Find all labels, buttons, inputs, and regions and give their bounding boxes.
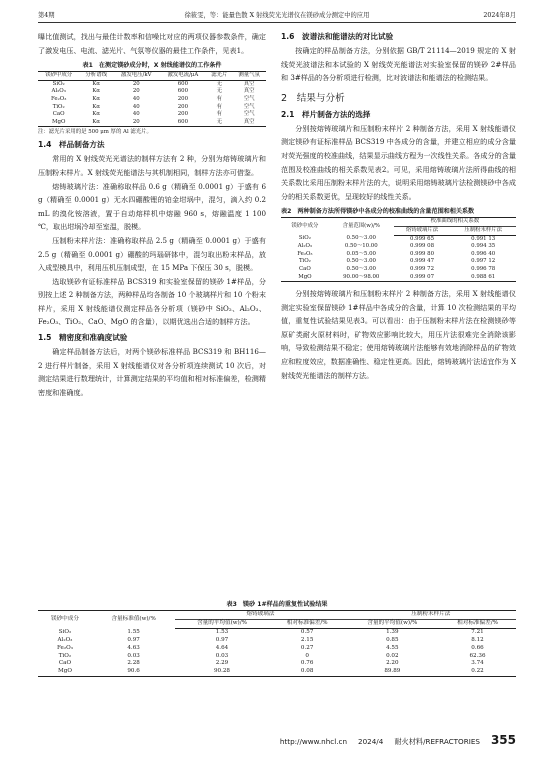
table-cell: 0.85	[386, 636, 399, 643]
table-cell: 0.999 65	[410, 235, 435, 242]
table-cell: 0.999 47	[410, 258, 435, 265]
table-cell: 40	[132, 111, 140, 118]
table-cell: Kα	[92, 88, 101, 95]
table-cell: 2.20	[386, 660, 399, 667]
footer-url[interactable]: http://www.nhcl.cn	[279, 737, 348, 746]
table-row	[281, 274, 516, 282]
table-cell: 7.21	[471, 628, 484, 635]
table-cell: MgO	[51, 118, 66, 125]
table1	[38, 71, 266, 127]
table-cell: 有	[216, 103, 222, 110]
table-row	[281, 266, 516, 274]
table3-header-fused-group: 熔铸玻璃法	[175, 611, 345, 620]
table-cell: SiO₂	[52, 80, 65, 87]
table-cell: 有	[216, 111, 222, 118]
table3-header-pressed-rsd: 相对标准偏差/%	[439, 619, 516, 628]
table-cell: 1.55	[127, 628, 140, 635]
table-cell: Al₂O₃	[297, 243, 313, 250]
table-row	[38, 628, 516, 636]
table-cell: 0.999 08	[410, 243, 435, 250]
table-cell: MgO	[58, 668, 72, 675]
table-cell: Kα	[92, 95, 101, 102]
table-row	[38, 668, 516, 676]
table-cell: 0.996 40	[471, 250, 496, 257]
table-cell: 0.22	[471, 668, 484, 675]
table3-block	[38, 596, 516, 677]
table-cell: 200	[177, 111, 189, 118]
table1-note: 注：滤光片采用的是 500 μm 厚的 Al 滤光片。	[38, 129, 152, 136]
table-cell: 0.27	[300, 644, 314, 651]
table-row	[38, 637, 516, 645]
table-cell: CaO	[58, 660, 72, 667]
running-footer	[232, 733, 516, 749]
table3-header-fused-avg: 含量的平均值(w)/%	[175, 619, 268, 628]
table-row	[281, 243, 516, 251]
table-row	[281, 258, 516, 266]
table-cell: 0.991 13	[471, 235, 496, 242]
table3-header-component: 镁砂中成分	[50, 615, 79, 622]
table-cell: 真空	[243, 118, 255, 125]
table-row	[38, 88, 266, 96]
table-cell: Al₂O₃	[51, 88, 66, 95]
table-row	[38, 111, 266, 119]
section-1-4-title: 1.4 样品制备方法	[38, 140, 105, 150]
table1-header-cell: 激发电压/kV	[113, 72, 159, 81]
table1-header-cell: 测量气氛	[232, 72, 266, 81]
table-cell: 0.50～3.00	[346, 265, 376, 272]
table-cell: 0.97	[127, 636, 140, 643]
table-cell: 200	[177, 103, 189, 110]
table-cell: TiO₂	[52, 103, 65, 110]
table-cell: 3.74	[471, 660, 484, 667]
table-cell: 4.55	[386, 644, 399, 651]
table1-caption: 表1 在测定镁砂成分时，X 射线能谱仪的工作条件	[82, 62, 222, 70]
table-cell: 0.02	[386, 652, 399, 659]
table-cell: 2.29	[215, 660, 229, 667]
table-cell: Kα	[92, 103, 101, 110]
table-cell: 0.08	[300, 668, 314, 675]
table-cell: 20	[132, 118, 140, 125]
section-2-1-title: 2.1 样片制备方法的选择	[281, 109, 371, 119]
table-cell: 20	[132, 80, 140, 87]
table-cell: 62.36	[469, 652, 486, 659]
table-cell: MgO	[298, 273, 312, 280]
left-column	[38, 30, 266, 399]
table-cell: 0.05～5.00	[346, 250, 376, 257]
table-cell: 20	[132, 88, 140, 95]
table-cell: 0.66	[471, 644, 484, 651]
table-cell: 2.15	[300, 636, 314, 643]
table-cell: SiO₂	[58, 628, 72, 635]
table-row	[281, 235, 516, 243]
table1-header-cell: 滤光片	[206, 72, 232, 81]
table-cell: 0.50～10.00	[344, 243, 378, 250]
table-cell: Fe₂O₃	[297, 250, 313, 257]
table-cell: 4.64	[215, 644, 229, 651]
table-cell: 0.999 80	[410, 250, 435, 257]
table-row	[38, 653, 516, 661]
right-column	[281, 30, 516, 382]
header-date: 2024年8月	[483, 12, 516, 19]
table-cell: 0.03	[215, 652, 229, 659]
table-cell: 无	[216, 80, 222, 87]
table-cell: 0.50～3.00	[346, 258, 376, 265]
table2-caption: 表2 两种制备方法所得镁砂中各成分的校准曲线的含量范围和相关系数	[281, 208, 475, 216]
table-cell: 真空	[243, 88, 255, 95]
table-cell: Kα	[92, 111, 101, 118]
table3-caption: 表3 镁砂 1#样品的重复性试验结果	[226, 601, 328, 608]
table-cell: 90.28	[213, 668, 230, 675]
table3-header-pressed-group: 压制粉末样片法	[346, 611, 516, 620]
section-1-5-title: 1.5 精密度和准确度试验	[38, 333, 128, 343]
table2-header-fused: 熔铸玻璃片法	[394, 226, 451, 235]
table3-header-std: 含量标准值(w)/%	[111, 615, 156, 622]
table-cell: 0.996 78	[471, 265, 496, 272]
table-row	[38, 104, 266, 112]
section-2-1-paragraph-2: 分别按熔铸玻璃片和压制粉末样片 2 种制备方法，采用 X 射线能谱仪测定实验室保留镁砂 1#样品中各成分的含量，计算 10 次检测结果的平均值，重复性试验结果见表3。可以看出：由于压制粉末样片法在检测镁砂等原矿类耐火原材料时，矿物效应影响比较大，用压片法很难完全消除该影响，导致检测结果不稳定；使用熔铸玻璃片法能够有效地消除样品的矿物效应和粒度效应，数据准确性、稳定性更高。因此，熔铸玻璃片法适宜作为 X 射线荧光能谱法的制样方法。	[281, 289, 516, 380]
table-cell: 89.89	[384, 668, 401, 675]
table-cell: Fe₂O₃	[50, 95, 67, 102]
table-cell: 0.50～3.00	[346, 235, 376, 242]
table-cell: TiO₂	[58, 652, 72, 659]
table2-header-pressed: 压制粉末样片法	[450, 226, 516, 235]
table-cell: 1.53	[215, 628, 229, 635]
table2-header-group: 校准曲线的相关系数	[394, 218, 516, 227]
section-1-4-paragraph-2: 熔铸玻璃片法：准确称取样品 0.6 g（精确至 0.0001 g）于盛有 6 g（精确至 0.0001 g）无水四硼酸锂的铂金坩埚中，混匀，滴入约 0.2 mL 的溴化铵溶液，置于自动熔样机中熔融 960 s，熔融温度 1 100 ℃，取出坩埚冷却至室温，脱模。	[38, 181, 266, 232]
table-cell: Kα	[92, 118, 101, 125]
table-cell: 空气	[243, 95, 255, 102]
table-cell: 0.999 07	[410, 273, 435, 280]
table1-header-cell: 激发电流/μA	[160, 72, 207, 81]
table-cell: TiO₂	[298, 258, 311, 265]
table-cell: 8.12	[471, 636, 484, 643]
table-cell: 无	[216, 88, 222, 95]
table2-header-range: 含量范围(w)/%	[342, 222, 380, 229]
table-cell: CaO	[52, 111, 65, 118]
table-cell: 40	[132, 103, 140, 110]
table-cell: Kα	[92, 80, 101, 87]
section-1-6-paragraph-1: 按确定的样品制备方法，分别依据 GB/T 21114—2019 规定的 X 射线荧光波谱法和本试验的 X 射线荧光能谱法对实验室保留的镁砂 2#样品和 3#样品的各分析项进行检测，比对波谱法和能谱法的检测结果。	[281, 46, 516, 83]
table-row	[38, 119, 266, 127]
section-2-1-paragraph-1: 分别按熔铸玻璃片和压制粉末样片 2 种制备方法，采用 X 射线能谱仪测定镁砂有证标准样品 BCS319 中各成分的含量，并建立相应的成分含量对荧光强度的校准曲线，结果显示曲线方程为一次线性关系。各成分的含量范围及校准曲线的相关系数见表2。可见，采用熔铸玻璃片法所得曲线的相关系数比采用压制粉末样片法的大，说明采用熔铸玻璃片法检测镁砂中各成分的相关系数更优，呈现较好的线性关系。	[281, 123, 516, 201]
table1-header-cell: 分析谱线	[79, 72, 113, 81]
section-1-4-paragraph-3: 压制粉末样片法：准确称取样品 2.5 g（精确至 0.0001 g）于盛有 2.5 g（精确至 0.0001 g）硼酸的玛瑙研钵中，混匀取出粉末样品，放入成型模具中，利用压机压制成型，在 15 MPa 下保压 30 s，脱模。	[38, 235, 266, 273]
table-cell: 无	[216, 118, 222, 125]
intro-paragraph: 曝比值测试，找出与最佳计数率和信噪比对应的两项仪器参数条件，确定了激发电压、电流、滤光片、气氛等仪器的最佳工作条件，见表1。	[38, 32, 266, 55]
table-cell: 有	[216, 95, 222, 102]
table-cell: 0	[305, 652, 309, 659]
section-1-4-paragraph-1: 常用的 X 射线荧光光谱法的制样方法有 2 种，分别为熔铸玻璃片和压制粉末样片。X 射线荧光能谱法与其机制相同，制样方法亦可借鉴。	[38, 154, 266, 177]
table1-header-cell: 镁砂中成分	[38, 72, 79, 81]
table-row	[38, 645, 516, 653]
section-2-title: 2 结果与分析	[281, 92, 345, 104]
table-cell: 空气	[243, 111, 255, 118]
table-cell: 0.03	[127, 652, 140, 659]
table-cell: 真空	[243, 80, 255, 87]
table-cell: 0.76	[300, 660, 314, 667]
table-cell: 4.63	[127, 644, 140, 651]
section-1-4-paragraph-4: 选取镁砂有证标准样品 BCS319 和实验室保留的镁砂 1#样品，分别按上述 2 种制备方法，两种样品均各制备 10 个玻璃样片和 10 个粉末样片，采用 X 射线能谱仪测定样品各分析项（镁砂中 SiO₂、Al₂O₃、Fe₂O₃、TiO₂、CaO、MgO 的含量），以期优选出合适的制样方法。	[38, 276, 266, 327]
table-cell: Al₂O₃	[57, 636, 73, 643]
table-cell: SiO₂	[298, 235, 311, 242]
table-cell: 600	[177, 118, 189, 125]
table-cell: 90.6	[127, 668, 140, 675]
table-cell: 600	[177, 88, 189, 95]
table3	[38, 610, 516, 677]
table-cell: 1.39	[386, 628, 399, 635]
table-cell: 200	[177, 95, 189, 102]
table-cell: CaO	[299, 265, 311, 272]
table-row	[38, 80, 266, 88]
section-1-6-title: 1.6 波谱法和能谱法的对比试验	[281, 32, 394, 41]
table3-header-pressed-avg: 含量的平均值(w)/%	[346, 619, 439, 628]
header-issue: 第4期	[38, 12, 55, 19]
footer-issue: 2024/4	[358, 737, 384, 746]
table-cell: 600	[177, 80, 189, 87]
table-row	[281, 251, 516, 259]
table-cell: 0.997 12	[471, 258, 496, 265]
table-cell: 0.994 35	[471, 243, 496, 250]
section-1-5-paragraph-1: 确定样品制备方法后，对两个镁砂标准样品 BCS319 和 BH116—2 进行样片制备，采用 X 射线能谱仪对各分析项连续测试 10 次后，对测定结果进行数理统计，计算测定结果的平均值和相对标准偏差，检测精密度和准确度。	[38, 347, 266, 397]
table-cell: 40	[132, 95, 140, 102]
table3-header-fused-rsd: 相对标准偏差/%	[269, 619, 346, 628]
table-cell: 空气	[243, 103, 255, 110]
table-cell: 0.999 72	[410, 265, 435, 272]
running-header	[38, 9, 516, 23]
table-row	[38, 660, 516, 668]
table2-header-component: 镁砂中成分	[291, 222, 319, 229]
table-cell: 0.988 61	[471, 273, 496, 280]
table-cell: 0.57	[300, 628, 314, 635]
table-row	[38, 96, 266, 104]
header-article-title: 徐筱雯，等：能量色散 X 射线荧光光谱仪在镁砂成分测定中的应用	[184, 12, 370, 19]
footer-journal: 耐火材料/REFRACTORIES	[394, 737, 480, 746]
table-cell: 0.97	[215, 636, 229, 643]
footer-page-number: 355	[490, 733, 516, 747]
table-cell: 90.00～98.00	[343, 273, 380, 280]
table-cell: Fe₂O₃	[56, 644, 73, 651]
table2	[281, 217, 516, 282]
table-cell: 2.28	[127, 660, 140, 667]
